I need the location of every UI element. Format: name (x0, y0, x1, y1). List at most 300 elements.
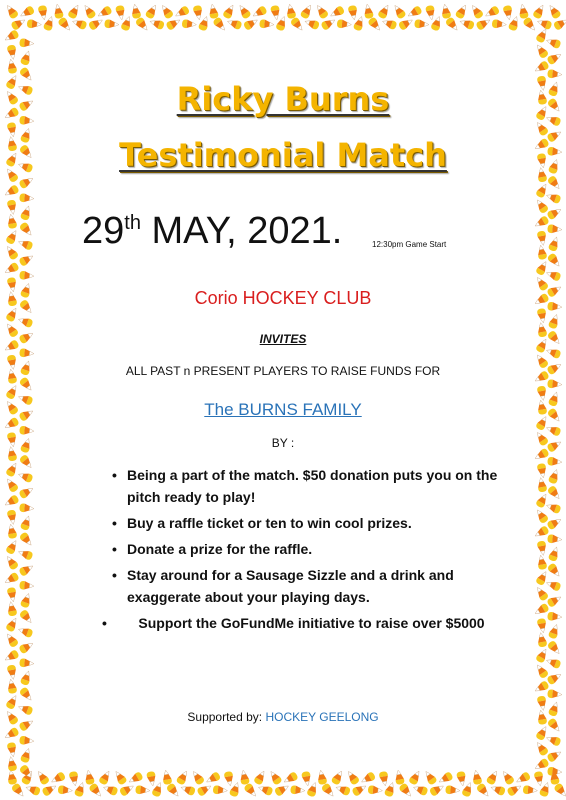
candy-corn-icon (351, 782, 368, 797)
candy-corn-icon (363, 3, 374, 19)
candy-corn-icon (514, 771, 531, 786)
candy-corn-icon (282, 771, 299, 786)
candy-corn-icon (212, 16, 228, 33)
candy-corn-icon (19, 221, 35, 238)
candy-corn-icon (274, 782, 291, 797)
candy-corn-icon (536, 709, 547, 725)
candy-corn-icon (469, 3, 484, 20)
candy-corn-icon (548, 313, 561, 330)
candy-corn-icon (429, 782, 446, 797)
candy-corn-icon (506, 782, 523, 797)
candy-corn-icon (19, 116, 34, 126)
candy-corn-icon (533, 60, 550, 75)
candy-corn-icon (112, 769, 127, 786)
candy-corn-icon (534, 430, 549, 447)
candy-corn-icon (270, 5, 281, 21)
candy-corn-icon (455, 3, 470, 20)
candy-corn-icon (548, 701, 561, 718)
candy-corn-icon (537, 695, 548, 711)
candy-corn-icon (547, 97, 563, 114)
candy-corn-icon (3, 417, 20, 432)
candy-corn-icon (96, 5, 113, 20)
candy-corn-icon (537, 308, 548, 324)
candy-corn-icon (7, 664, 18, 680)
match-date (82, 210, 342, 253)
candy-corn-icon (5, 228, 20, 245)
candy-corn-icon (533, 525, 550, 540)
bullet-dot-icon: • (112, 515, 117, 531)
candy-corn-icon (5, 693, 20, 710)
candy-corn-icon (545, 656, 562, 669)
candy-corn-icon (381, 17, 398, 30)
candy-corn-icon (414, 19, 429, 29)
candy-corn-icon (19, 271, 34, 281)
candy-corn-icon (19, 144, 35, 161)
candy-corn-icon (193, 5, 204, 21)
candy-corn-icon (6, 368, 17, 384)
candy-corn-icon (408, 769, 423, 786)
candy-corn-icon (19, 376, 35, 393)
candy-corn-icon (11, 782, 27, 799)
candy-corn-icon (5, 306, 20, 323)
candy-corn-icon (19, 658, 34, 668)
candy-corn-icon (536, 632, 547, 648)
candy-corn-icon (547, 302, 562, 312)
candy-corn-icon (4, 554, 19, 571)
candy-corn-icon (545, 346, 562, 359)
candy-corn-icon (536, 554, 547, 570)
candy-corn-icon (18, 97, 35, 112)
candy-corn-icon (475, 16, 492, 31)
candy-corn-icon (3, 649, 20, 664)
candy-corn-icon (518, 3, 529, 19)
candy-corn-icon (6, 446, 17, 462)
candy-corn-icon (115, 5, 126, 21)
candy-corn-icon (7, 742, 18, 758)
candy-corn-icon (367, 16, 383, 33)
candy-corn-icon (18, 252, 35, 267)
candy-corn-icon (180, 783, 197, 796)
candy-corn-icon (445, 785, 460, 795)
date-suffix: th (124, 212, 141, 234)
candy-corn-icon (4, 321, 19, 338)
candy-corn-icon (213, 785, 228, 795)
candy-corn-icon (222, 3, 237, 20)
candy-corn-icon (18, 5, 35, 20)
candy-corn-icon (20, 670, 33, 687)
candy-corn-icon (534, 771, 545, 787)
candy-corn-icon (104, 19, 119, 29)
candy-corn-icon (3, 184, 20, 199)
candy-corn-icon (546, 593, 563, 608)
candy-corn-icon (546, 283, 563, 298)
candy-corn-icon (18, 175, 35, 190)
candy-corn-icon (368, 785, 383, 795)
candy-corn-icon (548, 623, 561, 640)
candy-corn-icon (5, 151, 20, 168)
candy-corn-icon (19, 38, 34, 48)
candy-corn-icon (300, 3, 315, 20)
list-item-text: Being a part of the match. $50 donation puts you on the pitch ready to play! (127, 467, 498, 505)
candy-corn-icon (18, 562, 35, 577)
candy-corn-icon (84, 769, 95, 785)
candy-corn-icon (533, 138, 550, 153)
candy-corn-icon (503, 5, 514, 21)
candy-corn-icon (176, 769, 191, 786)
candy-corn-icon (536, 399, 547, 415)
candy-corn-icon (41, 782, 58, 797)
candy-corn-icon (534, 42, 549, 59)
candy-corn-icon (17, 315, 34, 328)
candy-corn-icon (20, 50, 33, 67)
candy-corn-icon (4, 3, 19, 20)
candy-corn-icon (440, 3, 451, 19)
candy-corn-icon (537, 153, 548, 169)
candy-corn-icon (17, 625, 34, 638)
candy-corn-icon (533, 293, 550, 308)
candy-corn-icon (18, 640, 35, 655)
candy-corn-icon (437, 771, 454, 786)
candy-corn-icon (394, 769, 405, 785)
candy-corn-icon (471, 769, 482, 785)
candy-corn-icon (547, 147, 562, 157)
candy-corn-icon (27, 19, 42, 29)
candy-corn-icon (6, 136, 17, 152)
candy-corn-icon (547, 640, 563, 657)
candy-corn-icon (304, 17, 321, 30)
list-item-text: Buy a raffle ticket or ten to win cool prizes. (127, 515, 412, 531)
candy-corn-icon (19, 609, 35, 626)
candy-corn-icon (19, 66, 35, 83)
candy-corn-icon (537, 618, 548, 634)
list-item (60, 564, 506, 608)
candy-corn-icon (547, 175, 563, 192)
candy-corn-icon (145, 3, 160, 20)
candy-corn-icon (536, 244, 547, 260)
candy-corn-icon (10, 16, 27, 31)
candy-corn-icon (379, 771, 390, 787)
candy-corn-icon (20, 360, 33, 377)
candy-corn-icon (533, 215, 550, 230)
candy-corn-icon (18, 407, 35, 422)
candy-corn-icon (3, 339, 20, 354)
candy-corn-icon (7, 432, 18, 448)
candy-corn-icon (492, 19, 507, 29)
candy-corn-icon (4, 89, 19, 106)
candy-corn-icon (17, 238, 34, 251)
candy-corn-icon (19, 193, 34, 203)
candy-corn-icon (190, 769, 205, 786)
candy-corn-icon (547, 69, 562, 79)
candy-corn-icon (537, 385, 548, 401)
poster-title-line2: Testimonial Match (119, 136, 447, 174)
candy-corn-icon (328, 5, 345, 20)
candy-corn-icon (127, 771, 144, 786)
candy-corn-icon (345, 769, 360, 786)
candy-corn-icon (398, 16, 415, 31)
candy-corn-icon (412, 783, 429, 796)
candy-corn-icon (536, 17, 553, 30)
candy-corn-icon (545, 114, 562, 127)
candy-corn-icon (19, 503, 34, 513)
candy-corn-icon (58, 785, 73, 795)
candy-corn-icon (545, 734, 562, 747)
candy-corn-icon (537, 463, 548, 479)
candy-corn-icon (546, 438, 563, 453)
candy-corn-icon (69, 771, 80, 787)
candy-corn-icon (243, 782, 259, 799)
poster-title-line1: Ricky Burns (176, 80, 390, 118)
candy-corn-icon (359, 771, 376, 786)
candy-corn-icon (20, 205, 33, 222)
candy-corn-icon (20, 515, 33, 532)
candy-corn-icon (88, 782, 104, 799)
candy-corn-icon (149, 17, 166, 30)
candy-corn-icon (130, 3, 141, 19)
candy-corn-icon (547, 689, 562, 699)
bullet-dot-icon: • (112, 567, 117, 583)
candy-corn-icon (320, 16, 337, 31)
candy-corn-icon (5, 461, 20, 478)
candy-corn-icon (406, 5, 423, 20)
game-start-time: 12:30pm Game Start (372, 240, 447, 249)
candy-corn-icon (161, 769, 172, 785)
candy-corn-icon (548, 158, 561, 175)
candy-corn-icon (6, 213, 17, 229)
candy-corn-icon (547, 407, 563, 424)
candy-corn-icon (19, 426, 34, 436)
candy-corn-icon (537, 75, 548, 91)
candy-corn-icon (547, 612, 562, 622)
candy-corn-icon (533, 758, 550, 773)
candy-corn-icon (290, 785, 305, 795)
candy-corn-icon (119, 782, 136, 797)
candy-corn-icon (536, 167, 547, 183)
candy-corn-icon (259, 19, 274, 29)
candy-corn-icon (7, 122, 18, 138)
list-item (60, 464, 506, 508)
candy-corn-icon (483, 5, 500, 20)
candy-corn-icon (546, 748, 563, 763)
candy-corn-icon (17, 393, 34, 406)
candy-corn-icon (3, 107, 20, 122)
bullet-dot-icon: • (112, 467, 117, 483)
candy-corn-icon (548, 391, 561, 408)
candy-corn-icon (546, 361, 563, 376)
candy-corn-icon (545, 36, 562, 49)
candy-corn-icon (534, 275, 549, 292)
candy-corn-icon (500, 769, 515, 786)
candy-corn-icon (159, 3, 174, 20)
candy-corn-icon (224, 771, 235, 787)
supporter-name: HOCKEY GEELONG (265, 710, 379, 724)
candy-corn-icon (536, 322, 547, 338)
candy-corn-icon (546, 51, 563, 66)
candy-corn-icon (7, 354, 18, 370)
candy-corn-icon (546, 671, 563, 686)
list-item-text: Support the GoFundMe initiative to raise over $5000 (138, 615, 485, 631)
candy-corn-icon (4, 631, 19, 648)
candy-corn-icon (71, 17, 88, 30)
candy-corn-icon (17, 548, 34, 561)
candy-corn-icon (459, 17, 476, 30)
candy-corn-icon (534, 507, 549, 524)
candy-corn-icon (6, 678, 17, 694)
supported-by-line (60, 710, 506, 724)
candy-corn-icon (253, 769, 268, 786)
candy-corn-icon (314, 3, 329, 20)
candy-corn-icon (7, 199, 18, 215)
candy-corn-icon (88, 16, 105, 31)
candy-corn-icon (532, 3, 547, 20)
candy-corn-icon (548, 81, 561, 98)
candy-corn-icon (548, 236, 561, 253)
candy-corn-icon (17, 470, 34, 483)
candy-corn-icon (146, 771, 157, 787)
candy-corn-icon (35, 769, 50, 786)
candy-corn-icon (547, 457, 562, 467)
candy-corn-icon (545, 191, 562, 204)
candy-corn-icon (19, 531, 35, 548)
candy-corn-icon (547, 330, 563, 347)
candy-corn-icon (476, 782, 492, 799)
candy-corn-icon (18, 485, 35, 500)
date-day: 29 (82, 210, 125, 252)
candy-corn-icon (7, 509, 18, 525)
candy-corn-icon (534, 352, 549, 369)
candy-corn-icon (547, 534, 562, 544)
candy-corn-icon (38, 5, 49, 21)
candy-corn-icon (19, 348, 34, 358)
candy-corn-icon (546, 206, 563, 221)
candy-corn-icon (534, 740, 549, 757)
candy-corn-icon (7, 277, 18, 293)
candy-corn-icon (102, 783, 119, 796)
candy-corn-icon (236, 3, 251, 20)
candy-corn-icon (6, 58, 17, 74)
candy-corn-icon (165, 16, 182, 31)
candy-corn-icon (67, 3, 82, 20)
candy-corn-icon (537, 540, 548, 556)
candy-corn-icon (533, 680, 550, 695)
candy-corn-icon (7, 587, 18, 603)
candy-corn-icon (545, 579, 562, 592)
candy-corn-icon (19, 686, 35, 703)
date-row (60, 210, 506, 270)
candy-corn-icon (20, 592, 33, 609)
candy-corn-icon (7, 44, 18, 60)
candy-corn-icon (135, 785, 150, 795)
candy-corn-icon (239, 769, 250, 785)
candy-corn-icon (19, 736, 34, 746)
candy-corn-icon (534, 197, 549, 214)
poster-content (60, 60, 506, 750)
candy-corn-icon (226, 17, 243, 30)
candy-corn-icon (546, 516, 563, 531)
candy-corn-icon (534, 662, 549, 679)
candy-corn-icon (533, 603, 550, 618)
candy-corn-icon (53, 3, 64, 19)
candy-corn-icon (545, 501, 562, 514)
candy-corn-icon (20, 127, 33, 144)
bullet-dot-icon: • (112, 541, 117, 557)
candy-corn-icon (331, 769, 346, 786)
candy-corn-icon (3, 494, 20, 509)
candy-corn-icon (546, 128, 563, 143)
candy-corn-icon (267, 769, 282, 786)
candy-corn-icon (135, 16, 151, 33)
candy-corn-icon (486, 769, 501, 786)
candy-corn-icon (3, 727, 20, 742)
candy-corn-icon (5, 383, 20, 400)
candy-corn-icon (534, 120, 549, 137)
candy-corn-icon (6, 523, 17, 539)
candy-corn-icon (25, 783, 42, 796)
candy-corn-icon (17, 160, 34, 173)
candy-corn-icon (20, 437, 33, 454)
candy-corn-icon (6, 756, 17, 772)
candy-corn-icon (301, 771, 312, 787)
list-item (60, 538, 506, 560)
candy-corn-icon (4, 244, 19, 261)
candy-corn-icon (553, 16, 566, 31)
candy-corn-icon (547, 224, 562, 234)
candy-corn-icon (456, 771, 467, 787)
club-name: Corio HOCKEY CLUB (194, 288, 372, 308)
by-label: BY : (271, 436, 295, 450)
candy-corn-icon (4, 709, 19, 726)
candy-corn-icon (18, 717, 35, 732)
candy-corn-icon (547, 252, 563, 269)
candy-corn-icon (316, 769, 327, 785)
candy-corn-icon (20, 747, 33, 764)
candy-corn-icon (19, 581, 34, 591)
candy-corn-icon (547, 717, 563, 734)
candy-corn-icon (4, 166, 19, 183)
candy-corn-icon (548, 546, 561, 563)
invitation-text: ALL PAST n PRESENT PLAYERS TO RAISE FUNDS FOR (125, 364, 441, 378)
candy-corn-icon (3, 572, 20, 587)
candy-corn-icon (57, 16, 73, 33)
candy-corn-icon (536, 477, 547, 493)
candy-corn-icon (3, 262, 20, 277)
candy-corn-icon (377, 3, 392, 20)
candy-corn-icon (17, 703, 34, 716)
candy-corn-icon (335, 783, 352, 796)
burns-family-link: The BURNS FAMILY (204, 400, 362, 419)
candy-corn-icon (3, 29, 20, 44)
candy-corn-icon (81, 3, 96, 20)
candy-corn-icon (545, 424, 562, 437)
candy-corn-icon (251, 5, 268, 20)
candy-corn-icon (533, 370, 550, 385)
candy-corn-icon (546, 3, 561, 20)
supported-by-label: Supported by: (187, 710, 266, 724)
candy-corn-icon (5, 616, 20, 633)
candy-corn-icon (4, 399, 19, 416)
candy-corn-icon (6, 291, 17, 307)
candy-corn-icon (536, 89, 547, 105)
candy-corn-icon (548, 468, 561, 485)
candy-corn-icon (425, 5, 436, 21)
candy-corn-icon (290, 16, 306, 33)
candy-corn-icon (391, 3, 406, 20)
candy-corn-icon (533, 448, 550, 463)
candy-corn-icon (257, 783, 274, 796)
candy-corn-icon (348, 5, 359, 21)
candy-corn-icon (196, 782, 213, 797)
candy-corn-icon (537, 230, 548, 246)
